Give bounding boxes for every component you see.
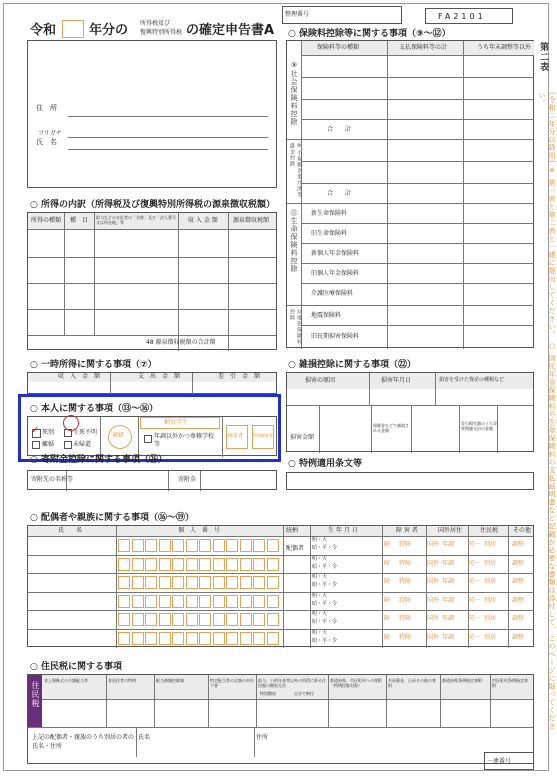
mynumber-digit-box[interactable] [240, 632, 252, 645]
era-option: 昭・平・令 [312, 563, 338, 570]
mynumber-digit-box[interactable] [145, 558, 157, 571]
era-option: 明・大 [312, 629, 328, 636]
option-marker[interactable]: 障 [384, 633, 391, 641]
era-option: 昭・平・令 [312, 545, 338, 551]
resident-tax-header: 市区町村条例指定寄附 [492, 678, 528, 688]
option-marker[interactable]: 国外 [427, 596, 440, 604]
mynumber-digit-box[interactable] [240, 539, 252, 552]
mynumber-digit-box[interactable] [172, 595, 184, 608]
mynumber-digit-box[interactable] [267, 632, 279, 645]
option-marker[interactable]: 調整 [512, 596, 525, 604]
address-label: 住 所 [36, 104, 57, 112]
resident-tax-col-line [256, 675, 257, 727]
option-marker[interactable]: 国外 [427, 559, 440, 567]
mynumber-digit-box[interactable] [186, 613, 198, 626]
mynumber-digit-box[interactable] [267, 595, 279, 608]
mynumber-digit-box[interactable] [253, 539, 265, 552]
mynumber-digit-box[interactable] [213, 632, 225, 645]
mynumber-digit-box[interactable] [226, 595, 238, 608]
mynumber-digit-box[interactable] [172, 576, 184, 589]
earthquake-label: ⑫地震保険料控除 [289, 309, 302, 345]
era-label: 令和 [30, 23, 57, 38]
option-marker[interactable]: 年調 [442, 578, 455, 585]
era-option: 昭・平・令 [312, 637, 338, 644]
option-marker[interactable]: 別居 [484, 633, 497, 641]
option-marker[interactable]: 年調 [442, 596, 455, 604]
mynumber-digit-box[interactable] [226, 632, 238, 645]
mynumber-digit-box[interactable] [253, 576, 265, 589]
option-marker[interactable]: 特障 [399, 596, 412, 604]
resident-tax-header: 給与、公的年金等以外の所得に係る住民税の徴収方法 [258, 678, 326, 688]
mynumber-digit-box[interactable] [226, 558, 238, 571]
mynumber-digit-box[interactable] [172, 613, 184, 626]
resident-tax-col-line [154, 675, 155, 727]
mynumber-digit-box[interactable] [267, 539, 279, 552]
special-title: ○ 特例適用条文等 [288, 459, 363, 469]
address-box [27, 40, 277, 188]
dependent-row-line [27, 592, 534, 593]
option-marker[interactable]: 国外 [427, 578, 440, 585]
mynumber-digit-box[interactable] [186, 558, 198, 571]
resident-tax-badge: 住民税 [28, 675, 42, 727]
check-mark-icon: ✓ [31, 425, 40, 436]
option-marker[interactable]: 同一 [468, 633, 481, 641]
option-marker[interactable]: 同一 [468, 615, 481, 622]
option-marker[interactable]: 障 [384, 596, 391, 604]
resident-tax-title: ○ 住民税に関する事項 [30, 662, 123, 672]
resident-tax-col-line [208, 675, 209, 727]
mynumber-digit-box[interactable] [145, 613, 157, 626]
option-marker[interactable]: 特障 [399, 633, 412, 641]
mynumber-digit-box[interactable] [253, 595, 265, 608]
option-marker[interactable]: 別居 [484, 578, 497, 585]
resident-tax-subheader: 特別徴収 [260, 691, 276, 696]
mynumber-digit-box[interactable] [145, 632, 157, 645]
mynumber-digit-box[interactable] [213, 558, 225, 571]
mynumber-digit-box[interactable] [267, 558, 279, 571]
option-marker[interactable]: 障 [384, 541, 391, 548]
resident-tax-subheader: 自分で納付 [294, 691, 314, 696]
mynumber-digit-box[interactable] [159, 576, 171, 589]
resident-tax-table: 住民税 非上場株式の少額配当等 非居住者の特例 配当割額控除額 特定配当等の全額の申告不要 給与、公的年金等以外の所得に係る住民税の徴収方法 都道府県、市区町村への寄附（特例控除対象） 共同募金、日赤その他の寄附 都道府県条例指定寄附 市区町村条例指定寄附 特別徴収 自分で納付 上記の配偶者・親族のうち別居の者の氏名・住所 氏名 住所 [27, 674, 534, 764]
ref-number-box[interactable]: 整理番号 [282, 6, 402, 24]
option-marker[interactable]: 年調 [442, 615, 455, 622]
resident-tax-col-line [490, 675, 491, 727]
social-label: ⑨社会保険料控除 [290, 61, 298, 126]
option-marker[interactable]: 特障 [399, 578, 412, 585]
mynumber-digit-box[interactable] [253, 558, 265, 571]
mynumber-digit-box[interactable] [240, 576, 252, 589]
era-option: 明・大 [312, 592, 328, 599]
option-marker[interactable]: 障 [384, 615, 391, 622]
mynumber-digit-box[interactable] [159, 558, 171, 571]
era-option: 明・大 [312, 574, 328, 580]
mynumber-digit-box[interactable] [199, 595, 211, 608]
option-marker[interactable]: 調整 [512, 633, 525, 641]
resident-tax-header: 非上場株式の少額配当等 [44, 678, 88, 683]
mynumber-digit-box[interactable] [253, 632, 265, 645]
dependents-table: 氏 名 個 人 番 号 続柄 生 年 月 日 障 害 者 国外居住 住民税 その他 配偶者 [27, 525, 534, 647]
special-box[interactable] [286, 472, 534, 490]
temp-income-title: ○ 一時所得に関する事項（⑦） [30, 360, 157, 370]
mynumber-digit-box[interactable] [132, 576, 144, 589]
option-marker[interactable]: 国外 [427, 615, 440, 622]
mynumber-digit-box[interactable] [186, 576, 198, 589]
personal-table: ✓ 死別 生死不明 離婚 未帰還 寡婦 勤労学生 年調以外かつ専修学校等 障害者 特別障害者 [27, 416, 277, 456]
personal-title: ○ 本人に関する事項（⑬〜⑯） [30, 404, 159, 414]
option-marker[interactable]: 別居 [484, 596, 497, 604]
option-marker[interactable]: 調整 [512, 615, 525, 622]
option-marker[interactable]: 特障 [399, 615, 412, 622]
mynumber-digit-box[interactable] [213, 613, 225, 626]
insurance-title: ○ 保険料控除等に関する事項（⑨〜⑫） [288, 29, 451, 39]
income-title: ○ 所得の内訳（所得税及び復興特別所得税の源泉徴収税額） [30, 200, 276, 210]
era-option: 昭・平・令 [312, 619, 338, 625]
small-biz-label: ⑩小規模企業共済等掛金控除 [289, 143, 302, 198]
mynumber-digit-box[interactable] [118, 632, 130, 645]
option-marker[interactable]: 特障 [399, 559, 412, 567]
mynumber-digit-box[interactable] [132, 632, 144, 645]
checkbox-rikon[interactable] [32, 441, 40, 449]
option-marker[interactable]: 国外 [427, 541, 440, 548]
option-marker[interactable]: 障 [384, 578, 391, 585]
mynumber-digit-box[interactable] [199, 539, 211, 552]
mynumber-digit-box[interactable] [132, 558, 144, 571]
option-marker[interactable]: 同一 [468, 578, 481, 585]
resident-tax-header: 都道府県、市区町村への寄附（特例控除対象） [330, 678, 382, 688]
era-option: 明・大 [312, 555, 328, 562]
furigana-label: フリガナ [38, 130, 62, 137]
era-option: 明・大 [312, 611, 328, 617]
title-small-1: 所得税及び [140, 20, 171, 27]
resident-tax-col-line [386, 675, 387, 727]
casualty-title: ○ 雑損控除に関する事項（㉒） [288, 360, 417, 370]
mynumber-digit-box[interactable] [118, 558, 130, 571]
resident-tax-col-line [440, 675, 441, 727]
dependent-row-line [27, 536, 534, 537]
mynumber-digit-box[interactable] [132, 613, 144, 626]
mynumber-digit-box[interactable] [172, 539, 184, 552]
temp-income-table: 収 入 金 額 支 出 金 額 差 引 金 額 [27, 372, 277, 394]
mynumber-digit-box[interactable] [199, 558, 211, 571]
mynumber-digit-box[interactable] [159, 613, 171, 626]
red-circle-mark [63, 415, 79, 431]
checkbox-mikikan[interactable] [64, 441, 72, 449]
option-marker[interactable]: 調整 [512, 541, 525, 548]
form-code-box: FA2101 [425, 8, 513, 24]
mynumber-digit-box[interactable] [172, 558, 184, 571]
mynumber-digit-box[interactable] [172, 632, 184, 645]
option-marker[interactable]: 別居 [484, 559, 497, 567]
mynumber-digit-box[interactable] [145, 539, 157, 552]
mynumber-digit-box[interactable] [213, 595, 225, 608]
option-marker[interactable]: 同一 [468, 596, 481, 604]
mynumber-digit-box[interactable] [240, 595, 252, 608]
option-marker[interactable]: 年調 [442, 541, 455, 548]
mynumber-digit-box[interactable] [118, 613, 130, 626]
resident-tax-header: 共同募金、日赤その他の寄附 [388, 678, 436, 688]
side-note: (令和二年分以降用) ※ 第一表と第二表と一緒に提出してください。 ○ 国民年金保険料や生命保険料の支払証明書など記載が必要な書類は添付して、このページに貼ってください。 [538, 92, 556, 731]
option-marker[interactable]: 障 [384, 559, 391, 567]
resident-tax-col-line [106, 675, 107, 727]
mynumber-digit-box[interactable] [145, 595, 157, 608]
option-marker[interactable]: 調整 [512, 559, 525, 567]
mynumber-digit-box[interactable] [199, 576, 211, 589]
mynumber-digit-box[interactable] [267, 576, 279, 589]
dependent-row-line [27, 573, 534, 574]
name-label: 氏 名 [36, 138, 57, 146]
mynumber-digit-box[interactable] [267, 613, 279, 626]
mynumber-digit-box[interactable] [186, 539, 198, 552]
resident-tax-header: 都道府県条例指定寄附 [442, 678, 482, 683]
checkbox-student[interactable] [144, 435, 152, 443]
option-marker[interactable]: 別居 [484, 541, 497, 548]
era-option: 明・大 [312, 537, 328, 543]
casualty-table: 損害の原因 損害年月日 損害を受けた資産の種類など 損害金額 保険金などで補填される金額 差引損失額のうち災害関連支出の金額 [286, 372, 534, 452]
option-marker[interactable]: 別居 [484, 615, 497, 622]
mynumber-digit-box[interactable] [186, 632, 198, 645]
mynumber-digit-box[interactable] [199, 613, 211, 626]
option-marker[interactable]: 国外 [427, 633, 440, 641]
donation-table: 寄附先の名称等 寄附金 [27, 470, 277, 490]
mynumber-digit-box[interactable] [159, 632, 171, 645]
dependent-row-line [27, 610, 534, 611]
life-label: ⑪生命保険料控除 [290, 209, 298, 273]
mynumber-digit-box[interactable] [132, 539, 144, 552]
mynumber-digit-box[interactable] [132, 595, 144, 608]
option-marker[interactable]: 年調 [442, 633, 455, 641]
insurance-table: 保険料等の種類 支払保険料等の計 うち年末調整等以外 ⑨社会保険料控除 合 計 ⑩小規模企業共済等掛金控除 合 計 ⑪生命保険料控除 新生命保険料 旧生命保険料 新個人年金保険料 旧個人年金保険料 介護医療保険料 ⑫地震保険料控除 地震保険料 旧長期損害保険料 [286, 40, 534, 348]
sheet-label: 第二表 [538, 42, 548, 72]
mynumber-digit-box[interactable] [226, 576, 238, 589]
mynumber-digit-box[interactable] [226, 539, 238, 552]
mynumber-digit-box[interactable] [253, 613, 265, 626]
mynumber-digit-box[interactable] [186, 595, 198, 608]
resident-tax-header: 配当割額控除額 [156, 678, 184, 683]
mynumber-digit-box[interactable] [199, 632, 211, 645]
mynumber-digit-box[interactable] [240, 558, 252, 571]
mynumber-digit-box[interactable] [159, 595, 171, 608]
dependent-row-line [27, 555, 534, 556]
serial-number-box[interactable]: 一連番号 [484, 752, 534, 770]
title-pre: 年分の [89, 23, 129, 38]
mynumber-digit-box[interactable] [118, 595, 130, 608]
era-option: 昭・平・令 [312, 582, 338, 588]
mynumber-digit-box[interactable] [118, 576, 130, 589]
option-marker[interactable]: 調整 [512, 578, 525, 585]
donation-title: ○ 寄附金控除に関する事項（㉖） [30, 455, 168, 465]
resident-tax-header: 特定配当等の全額の申告不要 [210, 678, 254, 688]
dependent-row-line [27, 629, 534, 630]
resident-tax-col-line [328, 675, 329, 727]
dependents-title: ○ 配偶者や親族に関する事項（⑯〜⑲） [30, 513, 195, 523]
resident-tax-header: 非居住者の特例 [108, 678, 136, 683]
option-marker[interactable]: 同一 [468, 559, 481, 567]
mynumber-digit-box[interactable] [145, 576, 157, 589]
page-title: の確定申告書A [186, 23, 275, 38]
mynumber-digit-box[interactable] [226, 613, 238, 626]
era-option: 昭・平・令 [312, 600, 338, 607]
mynumber-digit-box[interactable] [240, 613, 252, 626]
option-marker[interactable]: 同一 [468, 541, 481, 548]
income-table: 所得の種類 種 目 給与などの支払者の「名称」及び「法人番号又は所在地」等 収 入 金 額 源泉徴収税額 48 源泉徴収税額の合計額 [27, 212, 277, 350]
year-input[interactable] [62, 20, 84, 38]
title-small-2: 復興特別所得税 [140, 29, 183, 36]
mynumber-digit-box[interactable] [213, 539, 225, 552]
withholding-total-label: 48 源泉徴収税額の合計額 [146, 339, 216, 346]
mynumber-digit-box[interactable] [118, 539, 130, 552]
option-marker[interactable]: 特障 [399, 541, 412, 548]
mynumber-digit-box[interactable] [213, 576, 225, 589]
option-marker[interactable]: 年調 [442, 559, 455, 567]
mynumber-digit-box[interactable] [159, 539, 171, 552]
